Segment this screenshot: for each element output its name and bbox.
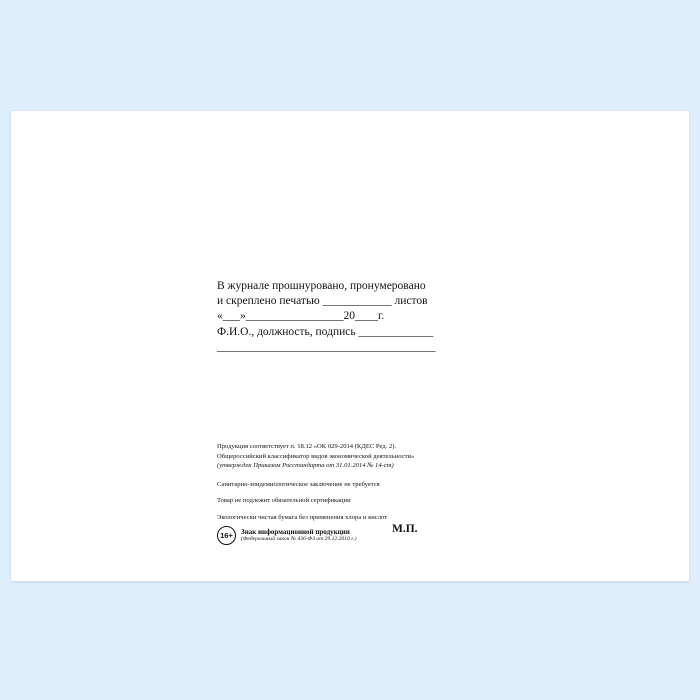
legal-spacer-1 xyxy=(217,471,517,480)
legal-line-3: (утвержден Приказом Росстандарта от 31.01.2014 № 14-ст) xyxy=(217,462,394,470)
journal-line-2: и скреплено печатью ____________ листов xyxy=(217,295,428,308)
stamp-place-label: М.П. xyxy=(392,523,418,535)
legal-spacer-2 xyxy=(217,489,517,496)
journal-line-3: «___»_________________20____г. xyxy=(217,310,385,323)
age-rating-subtitle: (Федеральный закон № 436-ФЗ от 29.12.2010 г.) xyxy=(241,536,357,543)
age-rating-text xyxy=(241,528,357,544)
legal-line-5: Товар не подлежит обязательной сертификации xyxy=(217,497,351,505)
legal-line-4: Санитарно-эпидемиологическое заключение не требуется xyxy=(217,480,380,488)
journal-line-5: ______________________________________ xyxy=(217,340,436,353)
legal-line-2: Общероссийский классификатор видов экономической деятельности» xyxy=(217,452,415,460)
journal-line-4: Ф.И.О., должность, подпись _____________ xyxy=(217,325,434,338)
journal-line-1: В журнале прошнуровано, пронумеровано xyxy=(217,280,426,292)
legal-line-6: Экологически чистая бумага без применения хлора и кислот xyxy=(217,513,388,521)
legal-notice-block xyxy=(217,442,517,522)
age-rating-title: Знак информационной продукции xyxy=(241,527,350,536)
legal-spacer-3 xyxy=(217,506,517,513)
age-rating-icon: 16+ xyxy=(217,526,236,545)
document-page xyxy=(11,111,689,581)
age-rating-block xyxy=(217,526,357,545)
legal-line-1: Продукция соответствует п. 18.12 «ОК 029-2014 (КДЕС Ред. 2). xyxy=(217,443,397,450)
